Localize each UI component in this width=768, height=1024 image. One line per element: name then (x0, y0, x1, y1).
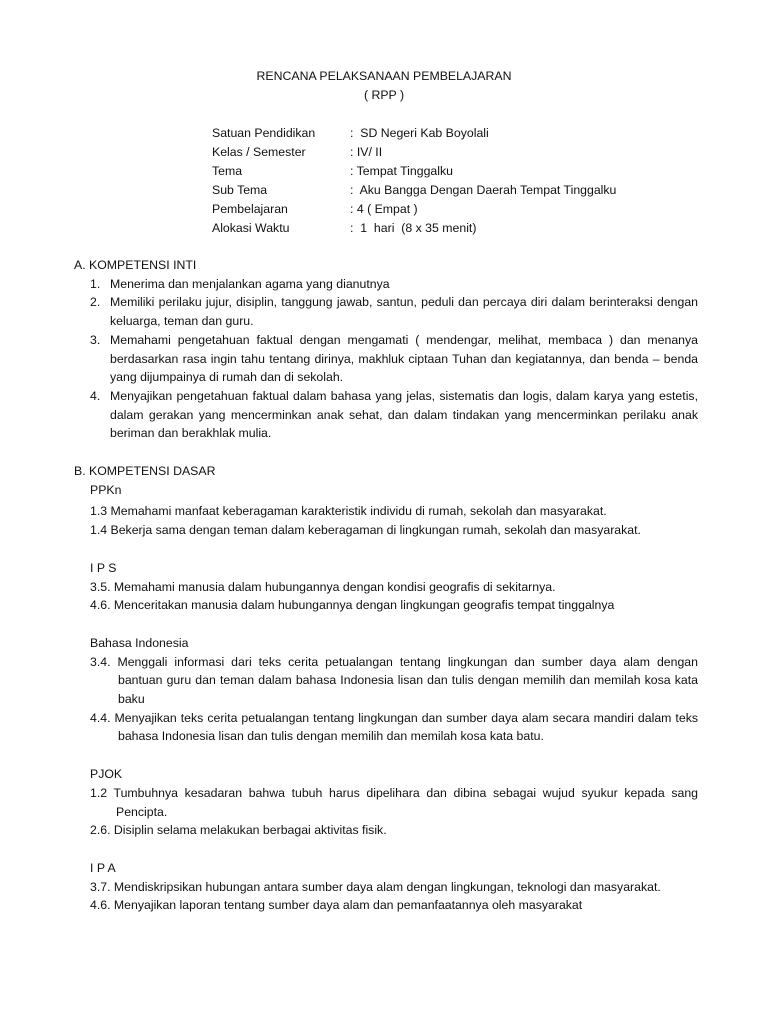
document-subtitle: ( RPP ) (363, 87, 405, 102)
list-text: Menyajikan pengetahuan faktual dalam bahasa yang jelas, sistematis dan logis, dalam karya yang estetis, dalam gerakan yang mencerminkan anak sehat, dan dalam tindakan yang mencerminkan perilaku anak beriman dan berakhlak mulia. (110, 388, 698, 441)
kd-item: 1.2 Tumbuhnya kesadaran bahwa tubuh harus dipelihara dan dibina sebagai wujud syukur kepada sang Pencipta. (90, 785, 698, 819)
kd-item: 3.4. Menggali informasi dari teks cerita petualangan tentang lingkungan dan sumber daya alam dengan bantuan guru dan teman dalam bahasa Indonesia lisan dan tulis dengan memilih dan memilah kosa kata baku (90, 654, 698, 707)
identity-row (212, 219, 616, 238)
list-text: Memahami pengetahuan faktual dengan mengamati ( mendengar, melihat, membaca ) dan menanya berdasarkan rasa ingin tahu tentang dirinya, makhluk ciptaan Tuhan dan kegiatannya, dan benda – benda yang dijumpainya di rumah dan di sekolah. (110, 332, 698, 385)
kd-item: 1.3 Memahami manfaat keberagaman karakteristik individu di rumah, sekolah dan masyarakat. (90, 504, 607, 519)
subject-heading-bahasa-indonesia: Bahasa Indonesia (90, 635, 189, 650)
identity-value: : 4 ( Empat ) (350, 202, 418, 216)
kd-item: 2.6. Disiplin selama melakukan berbagai aktivitas fisik. (90, 823, 387, 838)
list-number: 4. (90, 388, 101, 403)
list-text: Memiliki perilaku jujur, disiplin, tanggung jawab, santun, peduli dan percaya diri dalam berinteraksi dengan keluarga, teman dan guru. (110, 295, 698, 329)
document-body (74, 256, 698, 915)
subject-heading-pjok: PJOK (90, 767, 123, 782)
subject-heading-ipa: I P A (90, 860, 116, 875)
identity-table (212, 124, 616, 238)
kd-item: 3.5. Memahami manusia dalam hubungannya dengan kondisi geografis di sekitarnya. (90, 579, 556, 594)
list-item (74, 331, 698, 387)
identity-value: : IV/ II (350, 145, 383, 159)
kd-item: 4.4. Menyajikan teks cerita petualangan tentang lingkungan dan sumber daya alam secara mandiri dalam teks bahasa Indonesia lisan dan tulis dengan memilih dan memilah kosa kata batu. (90, 710, 698, 744)
identity-label: Sub Tema (212, 183, 268, 197)
kd-item: 4.6. Menceritakan manusia dalam hubungannya dengan lingkungan geografis tempat tinggalnya (90, 598, 615, 613)
identity-row (212, 181, 616, 200)
document-title: RENCANA PELAKSANAAN PEMBELAJARAN (256, 69, 512, 83)
kompetensi-inti-list (74, 275, 698, 443)
identity-label: Alokasi Waktu (212, 221, 290, 235)
list-number: 2. (90, 295, 101, 310)
identity-label: Kelas / Semester (212, 145, 306, 159)
kd-item: 3.7. Mendiskripsikan hubungan antara sumber daya alam dengan lingkungan, teknologi dan masyarakat. (90, 879, 661, 894)
identity-row (212, 200, 616, 219)
section-heading-kompetensi-dasar: B. KOMPETENSI DASAR (74, 464, 216, 479)
subject-heading-ppkn: PPKn (90, 482, 122, 497)
identity-label: Tema (212, 164, 243, 178)
list-number: 3. (90, 332, 101, 347)
list-item (74, 275, 698, 294)
identity-row (212, 143, 616, 162)
kd-item: 4.6. Menyajikan laporan tentang sumber daya alam dan pemanfaatannya oleh masyarakat (90, 898, 583, 913)
list-item (74, 293, 698, 330)
identity-label: Satuan Pendidikan (212, 126, 316, 140)
list-number: 1. (90, 276, 101, 291)
subject-heading-ips: I P S (90, 560, 117, 575)
identity-value: : Tempat Tinggalku (350, 164, 453, 178)
list-item (74, 387, 698, 443)
identity-value: : 1 hari (8 x 35 menit) (350, 221, 477, 235)
identity-value: : Aku Bangga Dengan Daerah Tempat Tinggalku (350, 183, 617, 197)
identity-label: Pembelajaran (212, 202, 288, 216)
kd-item: 1.4 Bekerja sama dengan teman dalam keberagaman di lingkungan rumah, sekolah dan masyarakat. (90, 523, 641, 538)
section-heading-kompetensi-inti: A. KOMPETENSI INTI (74, 258, 197, 272)
document-header (0, 67, 768, 104)
identity-row (212, 162, 616, 181)
identity-row (212, 124, 616, 143)
identity-value: : SD Negeri Kab Boyolali (350, 126, 489, 140)
list-text: Menerima dan menjalankan agama yang dianutnya (110, 276, 390, 291)
